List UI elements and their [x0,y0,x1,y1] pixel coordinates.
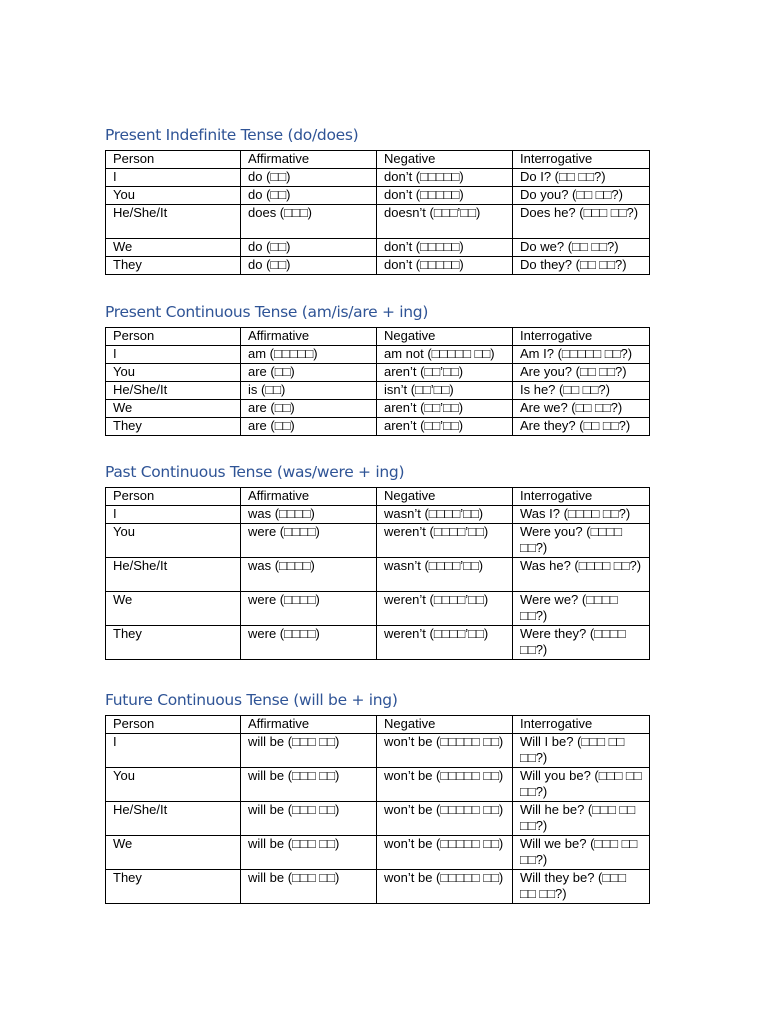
tense-table [105,327,650,436]
table-cell: We [106,239,241,257]
table-cell: do (□□) [241,257,377,275]
table-row [106,802,650,836]
table-row [106,626,650,660]
table-row [106,558,650,592]
table-cell: We [106,592,241,626]
table-cell: Will you be? (□□□ □□ □□?) [513,768,650,802]
table-cell: won’t be (□□□□□ □□) [377,734,513,768]
table-cell: were (□□□□) [241,626,377,660]
table-cell: Am I? (□□□□□ □□?) [513,346,650,364]
section-present-continuous [105,302,649,436]
table-cell: Is he? (□□ □□?) [513,382,650,400]
table-cell: won’t be (□□□□□ □□) [377,870,513,904]
table-cell: don’t (□□□□□) [377,187,513,205]
column-header: Affirmative [241,716,377,734]
table-cell: Will I be? (□□□ □□ □□?) [513,734,650,768]
table-row [106,169,650,187]
table-row [106,524,650,558]
table-cell: was (□□□□) [241,558,377,592]
table-cell: He/She/It [106,205,241,239]
table-cell: weren’t (□□□□’□□) [377,626,513,660]
table-cell: I [106,506,241,524]
section-present-indefinite [105,125,649,275]
tense-table [105,715,650,904]
section-title: Past Continuous Tense (was/were + ing) [105,463,405,481]
section-title: Present Continuous Tense (am/is/are + ing) [105,303,429,321]
column-header: Interrogative [513,488,650,506]
table-row [106,382,650,400]
table-row [106,592,650,626]
table-cell: are (□□) [241,400,377,418]
table-row [106,506,650,524]
table-cell: isn’t (□□’□□) [377,382,513,400]
table-cell: Were they? (□□□□ □□?) [513,626,650,660]
table-cell: won’t be (□□□□□ □□) [377,768,513,802]
column-header: Person [106,716,241,734]
table-cell: Will he be? (□□□ □□ □□?) [513,802,650,836]
table-header-row [106,488,650,506]
table-cell: aren’t (□□’□□) [377,418,513,436]
table-cell: They [106,870,241,904]
table-cell: Will we be? (□□□ □□ □□?) [513,836,650,870]
table-cell: Was I? (□□□□ □□?) [513,506,650,524]
column-header: Affirmative [241,151,377,169]
table-cell: I [106,734,241,768]
table-cell: Were you? (□□□□ □□?) [513,524,650,558]
table-cell: don’t (□□□□□) [377,169,513,187]
section-past-continuous [105,462,649,660]
table-cell: does (□□□) [241,205,377,239]
table-header-row [106,151,650,169]
table-cell: wasn’t (□□□□’□□) [377,506,513,524]
table-cell: We [106,400,241,418]
table-row [106,734,650,768]
table-cell: You [106,768,241,802]
table-cell: are (□□) [241,364,377,382]
table-cell: They [106,257,241,275]
table-cell: don’t (□□□□□) [377,239,513,257]
table-cell: Will they be? (□□□ □□ □□?) [513,870,650,904]
section-title: Present Indefinite Tense (do/does) [105,126,359,144]
column-header: Negative [377,716,513,734]
table-cell: do (□□) [241,239,377,257]
section-title: Future Continuous Tense (will be + ing) [105,691,398,709]
table-row [106,768,650,802]
table-cell: weren’t (□□□□’□□) [377,524,513,558]
table-cell: are (□□) [241,418,377,436]
table-cell: They [106,626,241,660]
table-cell: We [106,836,241,870]
table-cell: aren’t (□□’□□) [377,364,513,382]
table-row [106,836,650,870]
column-header: Person [106,151,241,169]
tense-table [105,487,650,660]
column-header: Negative [377,488,513,506]
table-cell: will be (□□□ □□) [241,734,377,768]
table-cell: Do they? (□□ □□?) [513,257,650,275]
table-cell: were (□□□□) [241,592,377,626]
table-cell: weren’t (□□□□’□□) [377,592,513,626]
table-header-row [106,328,650,346]
table-cell: He/She/It [106,382,241,400]
table-cell: am (□□□□□) [241,346,377,364]
column-header: Affirmative [241,328,377,346]
table-row [106,418,650,436]
table-cell: They [106,418,241,436]
table-row [106,870,650,904]
table-cell: Do we? (□□ □□?) [513,239,650,257]
column-header: Interrogative [513,328,650,346]
column-header: Person [106,488,241,506]
table-cell: aren’t (□□’□□) [377,400,513,418]
table-cell: doesn’t (□□□’□□) [377,205,513,239]
table-cell: is (□□) [241,382,377,400]
table-cell: I [106,169,241,187]
table-cell: do (□□) [241,187,377,205]
column-header: Person [106,328,241,346]
table-cell: don’t (□□□□□) [377,257,513,275]
table-cell: will be (□□□ □□) [241,836,377,870]
column-header: Negative [377,328,513,346]
table-cell: Do you? (□□ □□?) [513,187,650,205]
table-row [106,400,650,418]
table-row [106,187,650,205]
table-cell: You [106,187,241,205]
table-cell: Was he? (□□□□ □□?) [513,558,650,592]
table-cell: will be (□□□ □□) [241,768,377,802]
table-cell: Are you? (□□ □□?) [513,364,650,382]
table-cell: won’t be (□□□□□ □□) [377,836,513,870]
column-header: Interrogative [513,716,650,734]
table-cell: was (□□□□) [241,506,377,524]
table-cell: He/She/It [106,558,241,592]
table-header-row [106,716,650,734]
table-cell: will be (□□□ □□) [241,870,377,904]
column-header: Interrogative [513,151,650,169]
table-cell: Were we? (□□□□ □□?) [513,592,650,626]
table-row [106,257,650,275]
table-cell: do (□□) [241,169,377,187]
table-row [106,205,650,239]
table-cell: You [106,364,241,382]
table-cell: He/She/It [106,802,241,836]
table-cell: wasn’t (□□□□’□□) [377,558,513,592]
table-cell: won’t be (□□□□□ □□) [377,802,513,836]
table-cell: Are they? (□□ □□?) [513,418,650,436]
table-cell: Are we? (□□ □□?) [513,400,650,418]
table-cell: am not (□□□□□ □□) [377,346,513,364]
section-future-continuous [105,690,649,904]
table-row [106,346,650,364]
table-cell: Does he? (□□□ □□?) [513,205,650,239]
table-row [106,239,650,257]
table-cell: were (□□□□) [241,524,377,558]
table-cell: will be (□□□ □□) [241,802,377,836]
column-header: Affirmative [241,488,377,506]
table-cell: I [106,346,241,364]
table-row [106,364,650,382]
table-cell: You [106,524,241,558]
column-header: Negative [377,151,513,169]
table-cell: Do I? (□□ □□?) [513,169,650,187]
tense-table [105,150,650,275]
